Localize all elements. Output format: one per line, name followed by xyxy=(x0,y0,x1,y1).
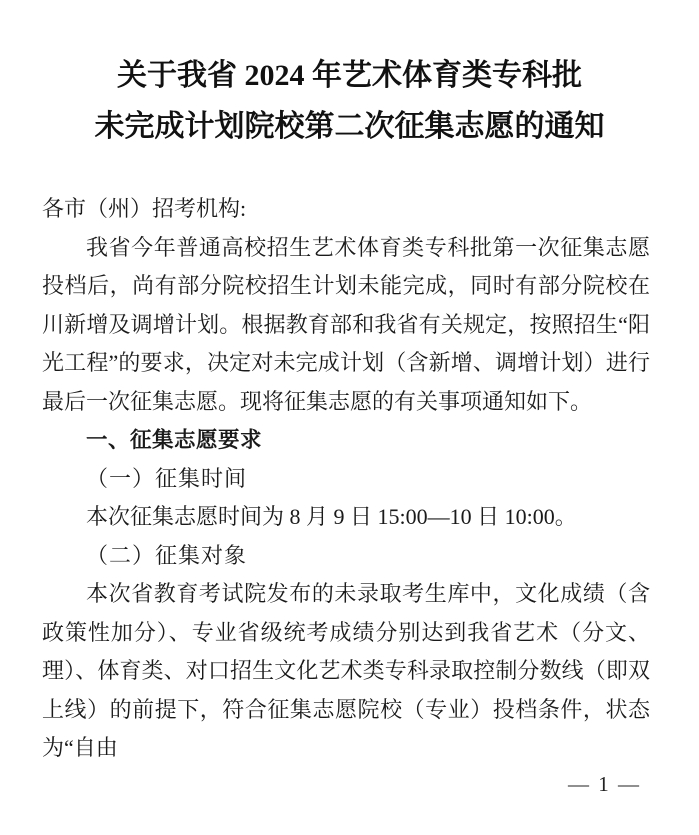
target-paragraph: 本次省教育考试院发布的未录取考生库中，文化成绩（含政策性加分）、专业省级统考成绩分别达到我省艺术（分文、理）、体育类、对口招生文化艺术类专科录取控制分数线（即双上线）的前提下，符合征集志愿院校（专业）投档条件，状态为“自由 xyxy=(42,581,650,760)
notice-body xyxy=(42,190,650,768)
salutation: 各市（州）招考机构: xyxy=(42,196,247,221)
title-line-1: 关于我省 2024 年艺术体育类专科批 xyxy=(117,59,582,92)
page-number: — 1 — xyxy=(568,772,641,796)
time-paragraph: 本次征集志愿时间为 8 月 9 日 15:00—10 日 10:00。 xyxy=(86,504,577,529)
intro-paragraph: 我省今年普通高校招生艺术体育类专科批第一次征集志愿投档后，尚有部分院校招生计划未能完成，同时有部分院校在川新增及调增计划。根据教育部和我省有关规定，按照招生“阳光工程”的要求，决定对未完成计划（含新增、调增计划）进行最后一次征集志愿。现将征集志愿的有关事项通知如下。 xyxy=(42,234,650,414)
subsection-heading-1: （一）征集时间 xyxy=(86,465,248,491)
section-heading-1: 一、征集志愿要求 xyxy=(86,428,263,452)
title-line-2: 未完成计划院校第二次征集志愿的通知 xyxy=(94,110,605,143)
notice-title xyxy=(40,50,659,152)
subsection-heading-2: （二）征集对象 xyxy=(86,542,248,568)
